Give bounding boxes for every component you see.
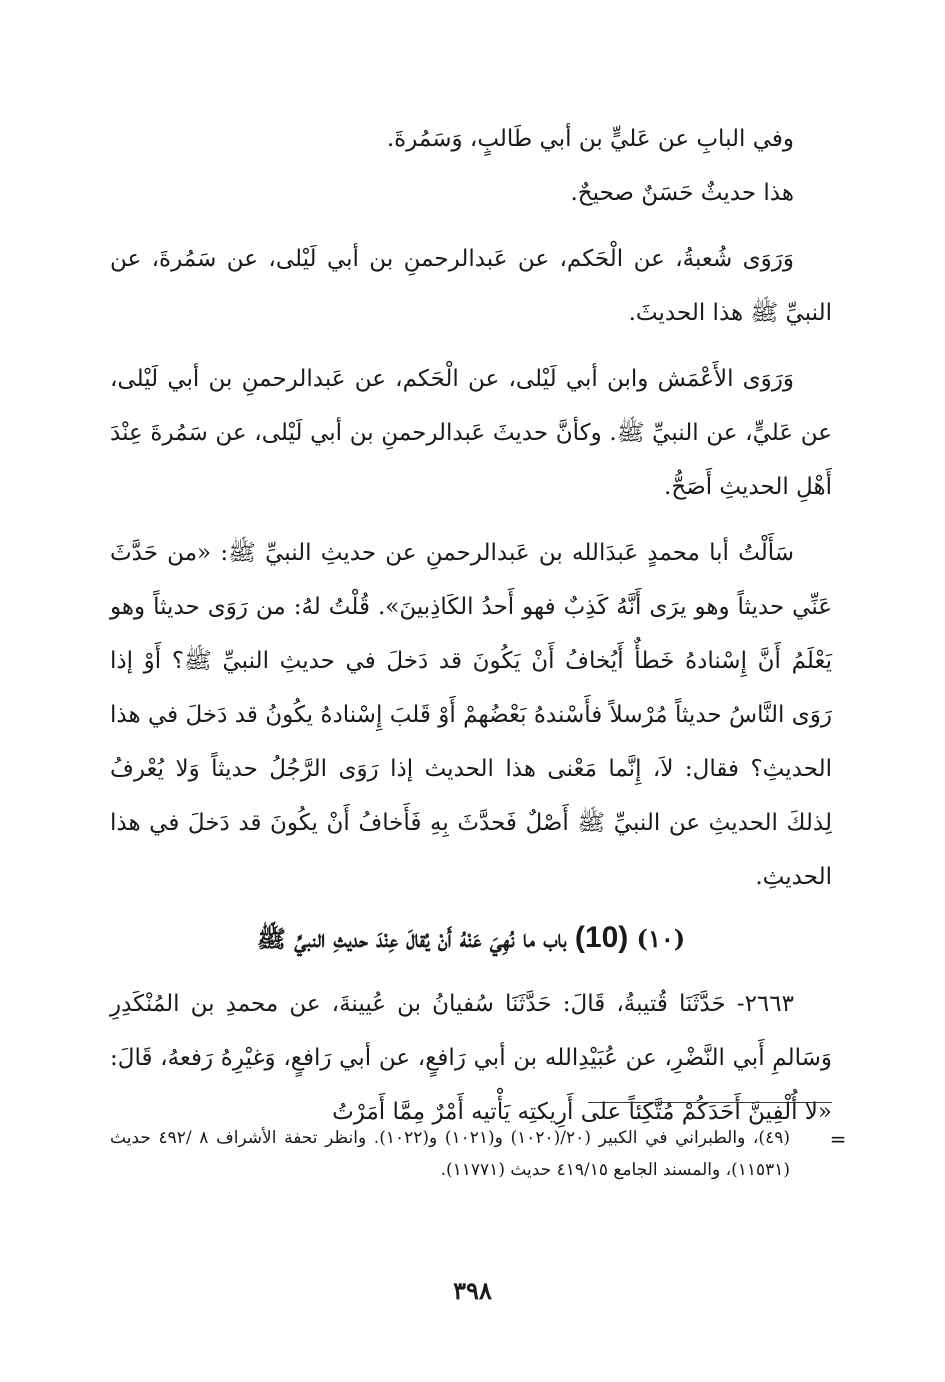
hadith-text: ٢٦٦٣- حَدَّثَنَا قُتيبةُ، قَالَ: حَدَّثَنَا سُفيانُ بن عُيينةَ، عن محمدِ بن المُنْكَدِرِ وَسَالمِ أَبي النَّضْرِ، عن عُبَيْدِالله بن أبي رَافعٍ، عن أبي رَافعٍ، وَغيْرِهُ رَفعهُ، قَالَ: «لا أُلْفِينَّ أَحَدَكُمْ مُتَّكِئاً على أَرِيكتِه يَأْتيه أَمْرٌ مِمَّا أَمَرْتُ	[110, 991, 832, 1125]
paragraph-amash: وَرَوَى الأَعْمَش وابن أبي لَيْلى، عن الْحَكم، عن عَبدالرحمنِ بن أبي لَيْلى، عن عَليٍّ، عن النبيِّ ﷺ. وكأنَّ حديثَ عَبدالرحمنِ بن أبي لَيْلى، عن سَمُرةَ عِنْدَ أَهْلِ الحديثِ أَصَحُّ.	[110, 366, 832, 500]
chapter-title: باب ما نُهِيَ عَنْهُ أَنْ يُقالَ عِنْدَ حديثِ النبيِّ ﷺ	[256, 924, 567, 953]
paragraph-hukm: هذا حديثٌ حَسَنٌ صحيحٌ.	[570, 180, 794, 206]
chapter-heading	[110, 910, 832, 967]
main-text	[110, 112, 832, 1139]
footnote-continuation-mark: =	[829, 1127, 847, 1151]
chapter-latin-number: (10)	[574, 921, 629, 954]
footnote-text: (٤٩)، والطبراني في الكبير (٢٠/(١٠٢٠) و(١٠٢١) و(١٠٢٢). وانظر تحفة الأشراف ٨ /٤٩٢ حديث (١١٥٣١)، والمسند الجامع ٤١٩/١٥ حديث (١١٧٧١).	[110, 1128, 790, 1180]
page-number: ٣٩٨	[453, 1276, 492, 1305]
paragraph-bab: وفي البابِ عن عَليٍّ بن أبي طَالبٍ، وَسَمُرةَ.	[386, 126, 794, 152]
paragraph-shuba: وَرَوَى شُعبةُ، عن الْحَكم، عن عَبدالرحمنِ بن أبي لَيْلى، عن سَمُرةَ، عن النبيِّ ﷺ هذا الحديثَ.	[110, 246, 832, 326]
footnote-divider	[588, 1102, 832, 1103]
paragraph-question: سَأَلْتُ أبا محمدٍ عَبدَالله بن عَبدالرحمنِ عن حديثِ النبيِّ ﷺ: «من حَدَّثَ عَنِّي حديثاً وهو يرَى أَنَّهُ كَذِبٌ فهو أَحدُ الكَاذِبينَ». قُلْتُ لهُ: من رَوَى حديثاً وهو يَعْلَمُ أَنَّ إِسْنادهُ خَطأٌ أَيُخافُ أَنْ يَكُونَ قد دَخلَ في حديثِ النبيِّ ﷺ؟ أَوْ إذا رَوَى النَّاسُ حديثاً مُرْسلاً فأَسْندهُ بَعْضُهمْ أَوْ قَلبَ إِسْنادهُ يكُونُ قد دَخلَ في هذا الحديثِ؟ فقال: لاَ، إِنَّما مَعْنى هذا الحديث إذا رَوَى الرَّجُلُ حديثاً وَلا يُعْرفُ لِذلكَ الحديثِ عن النبيِّ ﷺ أَصْلٌ فَحدَّثَ بِهِ فَأَخافُ أَنْ يكُونَ قد دَخلَ في هذا الحديثِ.	[110, 540, 832, 890]
chapter-arabic-number: (١٠)	[636, 924, 686, 953]
